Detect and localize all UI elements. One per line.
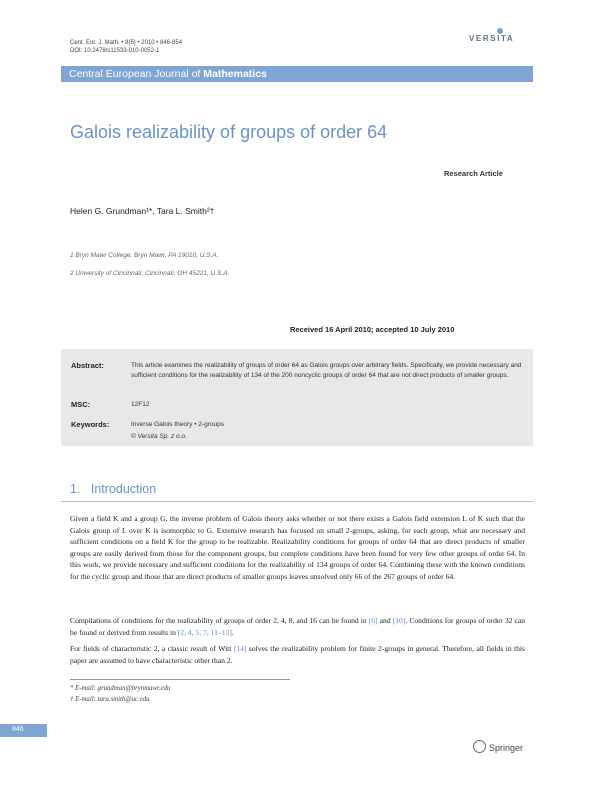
paragraph-1: Given a field K and a group G, the inverse problem of Galois theory asks whether or not there exists a Galois field extension L of K such that the Galois group of L over K is isomorphic to G. Extensive research has focused on small 2-groups, asking, for each group, what are necessary and sufficient conditions on a field K for the group to be realizable. Realizability conditions for groups of order 64 that are direct products of smaller groups are easily derived from those for the component groups, but complete conditions have been found for very few other groups of order 64. In this work, we provide necessary and sufficient conditions for the realizability of 134 groups of order 64. Combining these with the known conditions for the cyclic group and those that are direct products of smaller groups leaves unsolved only 66 of the 267 groups of order 64. <box>70 514 525 581</box>
citation-link[interactable]: [2, 4, 5, 7, 11–13] <box>177 627 232 637</box>
footnote-divider <box>70 679 290 680</box>
paragraph-3-text-a: For fields of characteristic 2, a classic result of Witt <box>70 644 234 653</box>
keywords-text: Inverse Galois theory • 2-groups <box>131 421 224 428</box>
publisher-logo: VERSITA <box>469 34 515 43</box>
section-title: Introduction <box>90 482 157 496</box>
msc-label: MSC: <box>71 400 91 409</box>
paragraph-3-text-b: solves the realizability problem for finite 2-groups in general. Therefore, all fields in this paper are assumed to have characteristic other than 2. <box>70 644 525 665</box>
copyright: © Versita Sp. z o.o. <box>131 433 187 440</box>
journal-main: Mathematics <box>203 68 267 80</box>
article-type: Research Article <box>444 169 503 178</box>
citation-link[interactable]: [14] <box>233 644 247 653</box>
springer-logo <box>473 740 523 753</box>
authors: Helen G. Grundman¹*, Tara L. Smith²† <box>70 206 215 216</box>
paragraph-2 <box>70 615 525 638</box>
citation-link[interactable]: [10] <box>392 616 406 625</box>
affiliation-1: 1 Bryn Mawr College, Bryn Mawr, PA 19010, U.S.A. <box>70 252 219 259</box>
springer-text: Springer <box>489 743 524 753</box>
journal-prefix: Central European Journal of <box>69 68 201 80</box>
page-number-tab <box>0 724 47 737</box>
paragraph-2-text-c: . Conditions for groups of order 32 can be found or derived from results in <box>70 616 526 637</box>
doi-line: DOI: 10.2478/s11533-010-0052-1 <box>70 48 160 54</box>
keywords-label: Keywords: <box>71 420 110 429</box>
citation-header <box>70 39 182 55</box>
footnote-1: * E-mail: grundman@brynmawr.edu <box>70 685 171 692</box>
section-heading <box>70 482 156 496</box>
journal-name <box>69 68 267 80</box>
section-number: 1. <box>70 482 81 496</box>
paragraph-2-text-a: Compilations of conditions for the realizability of groups of order 2, 4, 8, and 16 can be found in <box>70 616 369 625</box>
paragraph-3 <box>70 643 525 666</box>
paragraph-2-text-d: . <box>231 627 234 637</box>
abstract-label: Abstract: <box>71 361 104 370</box>
received-dates: Received 16 April 2010; accepted 10 July 2010 <box>290 325 455 334</box>
paper-title: Galois realizability of groups of order 64 <box>70 122 388 142</box>
abstract-box <box>61 349 533 446</box>
springer-horse-icon <box>473 740 486 753</box>
paragraph-2-text-b: and <box>377 616 393 625</box>
section-divider <box>61 501 533 502</box>
citation-line: Cent. Eur. J. Math. • 8(5) • 2010 • 846-854 <box>70 40 183 46</box>
abstract-text: This article examines the realizability of groups of order 64 as Galois groups over arbitrary fields. Specifically, we provide necessary and sufficient conditions for the realizability of 134 of the 200 noncyclic groups of order 64 that are not direct products of smaller groups. <box>131 362 522 379</box>
affiliation-2: 2 University of Cincinnati, Cincinnati, OH 45221, U.S.A. <box>70 270 230 277</box>
journal-banner <box>61 66 533 82</box>
citation-link[interactable]: [6] <box>368 616 378 625</box>
footnote-2: † E-mail: tara.smith@uc.edu <box>70 696 150 703</box>
msc-text: 12F12 <box>131 401 150 408</box>
page-number: 846 <box>12 726 24 733</box>
